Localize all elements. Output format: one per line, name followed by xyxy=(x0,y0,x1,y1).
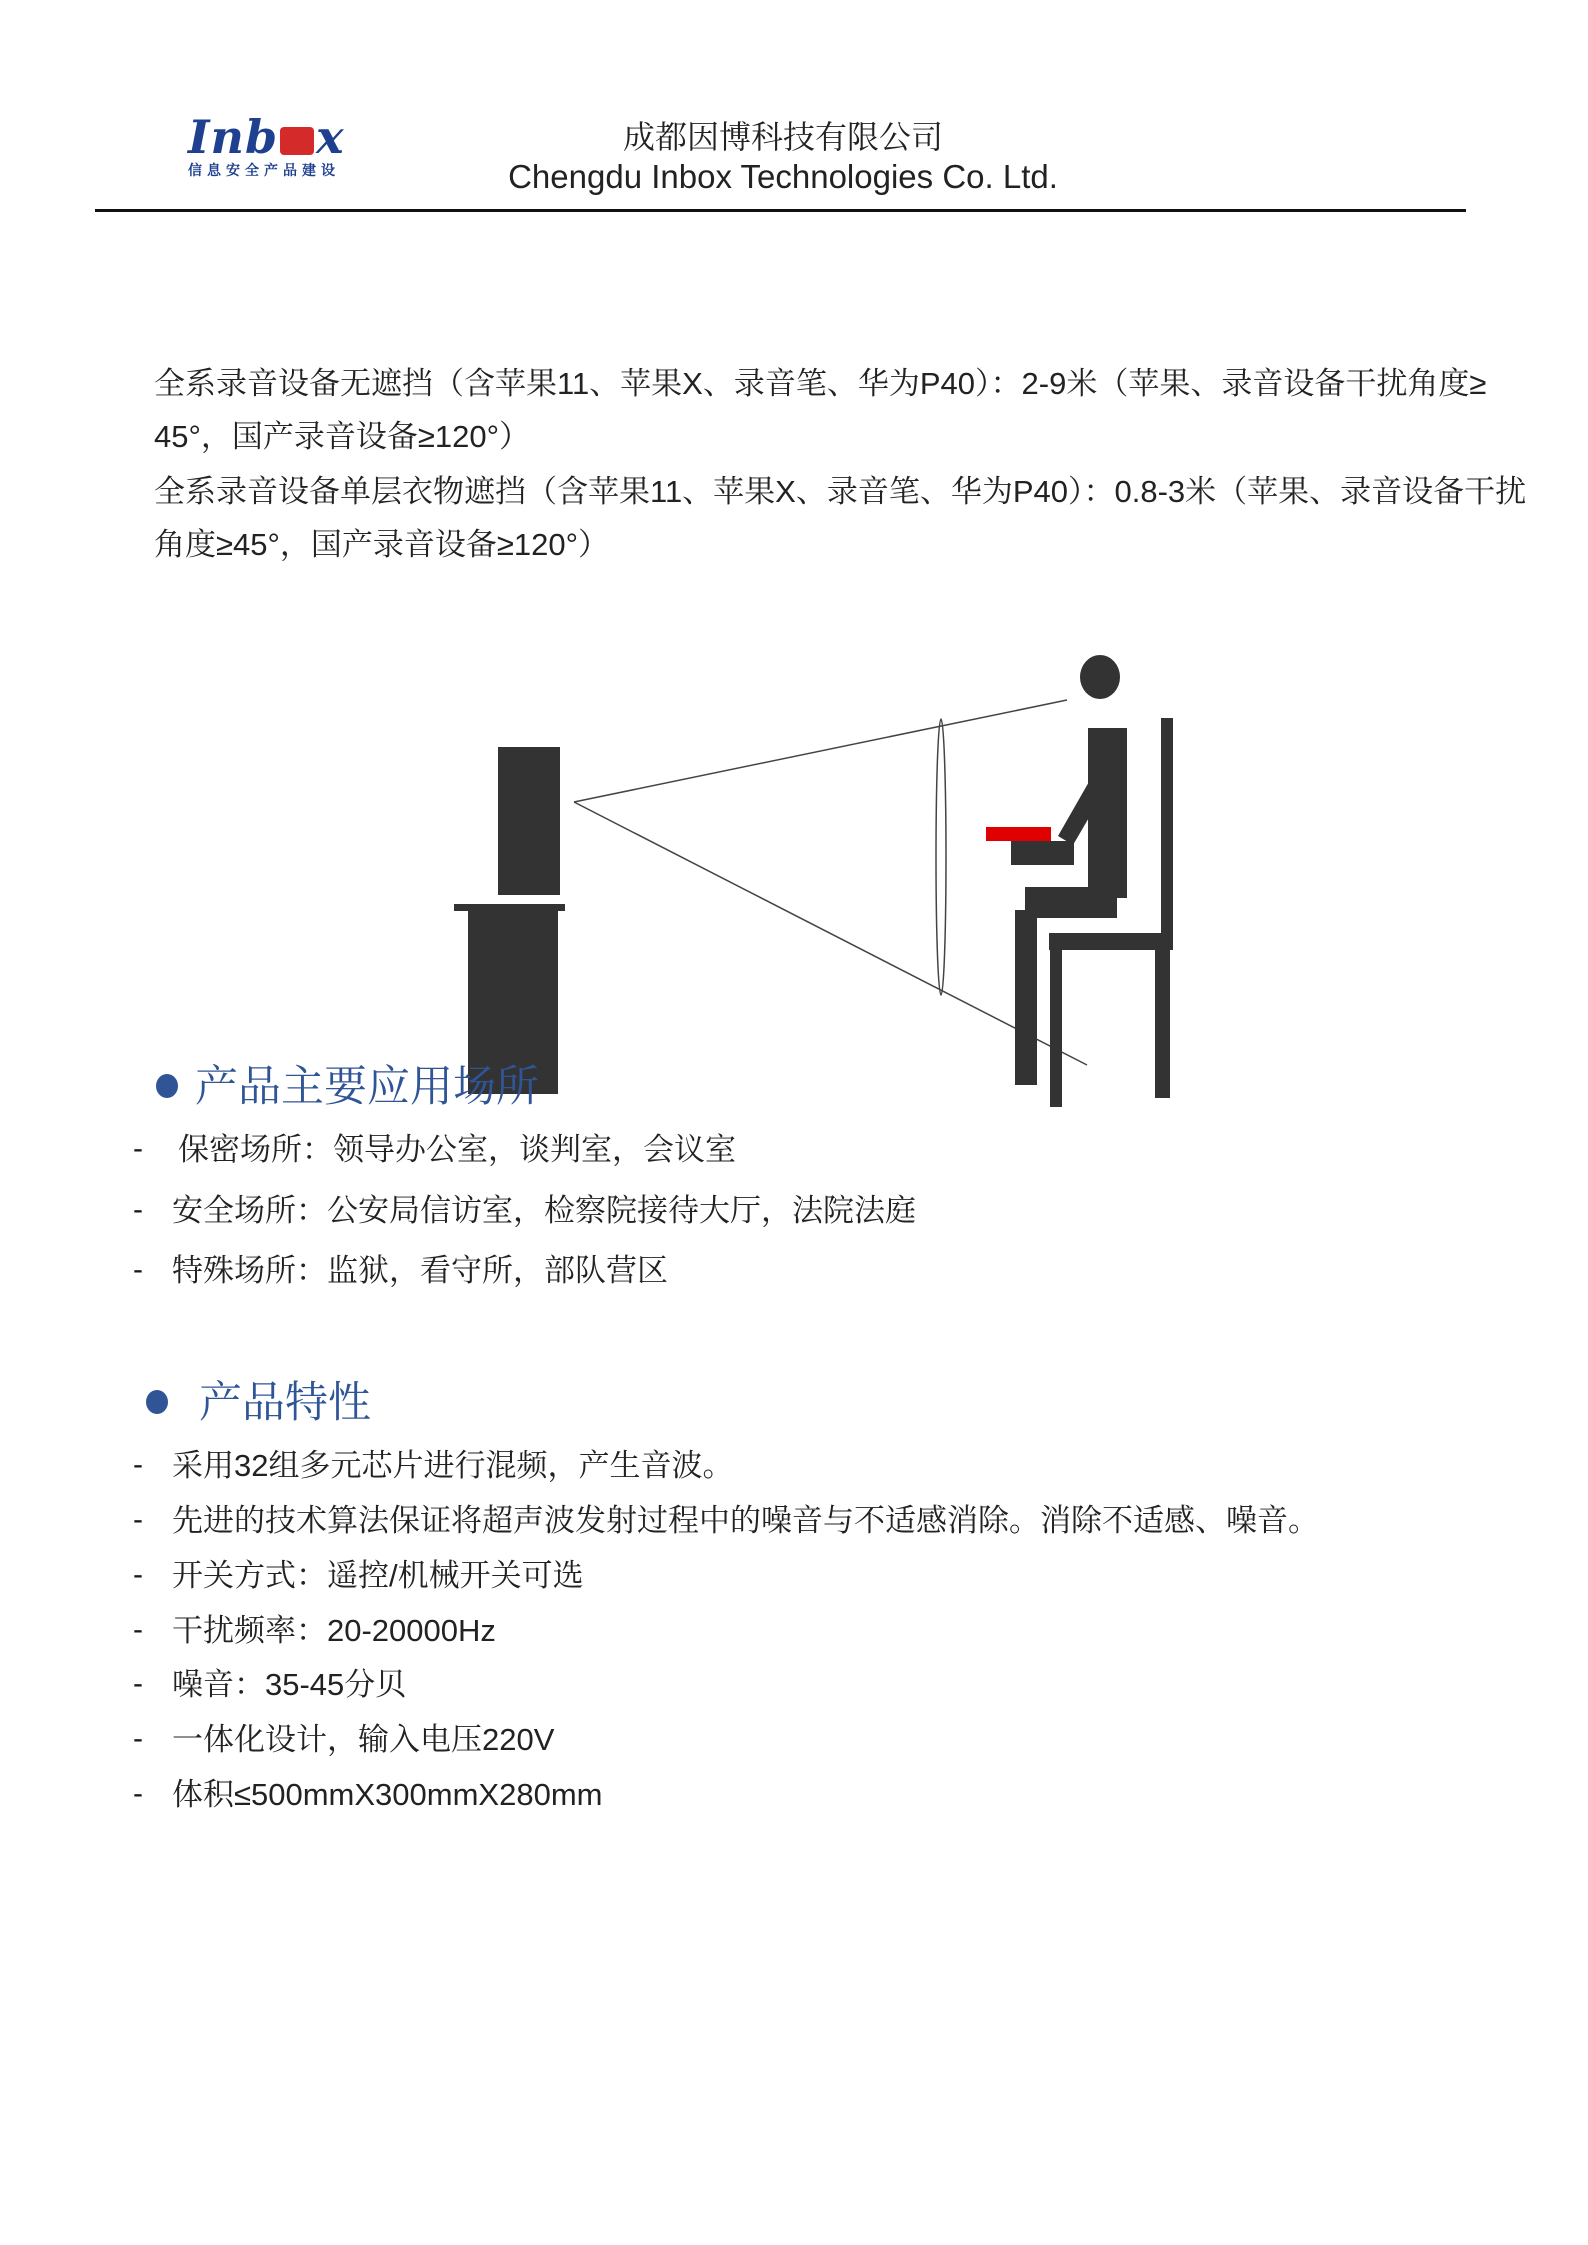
company-name-en: Chengdu Inbox Technologies Co. Ltd. xyxy=(508,158,1058,195)
logo-wordmark: Inb x xyxy=(188,110,345,164)
list-item: 干扰频率：20-20000Hz xyxy=(172,1613,496,1648)
list-dash: - xyxy=(133,1667,143,1700)
list-dash: - xyxy=(133,1132,143,1165)
company-name-cn: 成都因博科技有限公司 xyxy=(622,119,943,155)
list-item: 采用32组多元芯片进行混频，产生音波。 xyxy=(172,1448,734,1483)
intro-line: 全系录音设备无遮挡（含苹果11、苹果X、录音笔、华为P40）：2-9米（苹果、录音设备干扰角度≥ xyxy=(154,366,1487,401)
list-item: 开关方式：遥控/机械开关可选 xyxy=(172,1558,584,1593)
list-dash: - xyxy=(133,1448,143,1481)
section-heading-scenarios: 产品主要应用场所 xyxy=(195,1063,539,1111)
list-dash: - xyxy=(133,1253,143,1286)
list-dash: - xyxy=(133,1722,143,1755)
intro-line: 全系录音设备单层衣物遮挡（含苹果11、苹果X、录音笔、华为P40）：0.8-3米（苹果、录音设备干扰 xyxy=(154,474,1527,509)
list-dash: - xyxy=(133,1193,143,1226)
list-dash: - xyxy=(133,1503,143,1536)
list-item: 安全场所：公安局信访室，检察院接待大厅，法院法庭 xyxy=(172,1193,916,1228)
intro-line: 角度≥45°，国产录音设备≥120°） xyxy=(154,527,610,562)
logo-subtitle: 信息安全产品建设 xyxy=(188,162,340,178)
list-dash: - xyxy=(133,1613,143,1646)
list-item: 一体化设计，输入电压220V xyxy=(172,1722,555,1757)
list-dash: - xyxy=(133,1558,143,1591)
section-heading-features: 产品特性 xyxy=(199,1379,371,1427)
interference-cone xyxy=(574,700,1087,1065)
seated-person-illustration xyxy=(1011,655,1127,1085)
list-item: 特殊场所：监狱，看守所，部队营区 xyxy=(172,1253,668,1288)
list-item: 噪音：35-45分贝 xyxy=(172,1667,407,1702)
list-item: 先进的技术算法保证将超声波发射过程中的噪音与不适感消除。消除不适感、噪音。 xyxy=(172,1503,1319,1538)
list-item: 体积≤500mmX300mmX280mm xyxy=(172,1777,603,1812)
section-bullet-icon xyxy=(156,1074,178,1098)
list-dash: - xyxy=(133,1777,143,1810)
jammer-device-illustration xyxy=(454,747,565,1094)
section-bullet-icon xyxy=(146,1390,168,1414)
recording-device-icon xyxy=(986,827,1051,841)
intro-line: 45°，国产录音设备≥120°） xyxy=(154,419,531,454)
list-item: 保密场所：领导办公室，谈判室，会议室 xyxy=(178,1132,736,1167)
